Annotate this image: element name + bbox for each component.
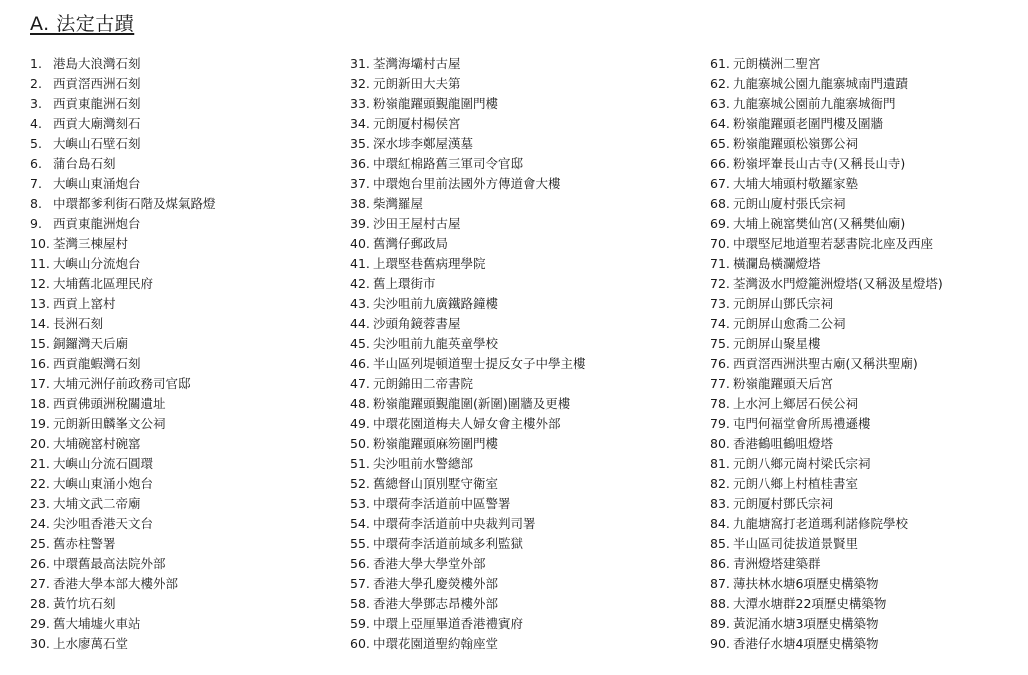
item-name: 深水埗李鄭屋漢墓 (373, 136, 474, 151)
item-name: 元朗屏山鄧氏宗祠 (733, 296, 834, 311)
list-item (30, 334, 330, 354)
item-number: 13. (30, 296, 50, 311)
item-name: 元朗屏山聚星樓 (733, 336, 821, 351)
item-number: 90. (710, 636, 730, 651)
item-number: 50. (350, 436, 370, 451)
item-name: 尖沙咀前水警總部 (373, 456, 474, 471)
list-item (350, 134, 690, 154)
item-number: 34. (350, 116, 370, 131)
item-number: 56. (350, 556, 370, 571)
item-number: 35. (350, 136, 370, 151)
item-name: 九龍寨城公園九龍寨城南門遺蹟 (733, 76, 909, 91)
list-item (350, 154, 690, 174)
list-item (350, 254, 690, 274)
list-item (710, 354, 1020, 374)
item-number: 67. (710, 176, 730, 191)
item-number: 66. (710, 156, 730, 171)
item-name: 銅鑼灣天后廟 (53, 336, 129, 351)
list-item (710, 414, 1020, 434)
list-item (350, 114, 690, 134)
item-name: 元朗橫洲二聖宮 (733, 56, 821, 71)
item-number: 4. (30, 116, 42, 131)
item-name: 大嶼山石壁石刻 (53, 136, 141, 151)
item-name: 西貢大廟灣刻石 (53, 116, 141, 131)
list-item (710, 494, 1020, 514)
list-item (30, 454, 330, 474)
item-number: 37. (350, 176, 370, 191)
item-name: 大嶼山分流炮台 (53, 256, 141, 271)
item-name: 大嶼山東涌小炮台 (53, 476, 154, 491)
item-number: 58. (350, 596, 370, 611)
item-name: 長洲石刻 (53, 316, 104, 331)
list-item (710, 474, 1020, 494)
item-name: 粉嶺龍躍頭松嶺鄧公祠 (733, 136, 859, 151)
item-number: 41. (350, 256, 370, 271)
monument-list-column-2 (350, 54, 690, 654)
item-name: 香港鶴咀鶴咀燈塔 (733, 436, 834, 451)
item-name: 上水廖萬石堂 (53, 636, 129, 651)
item-number: 81. (710, 456, 730, 471)
list-item (710, 394, 1020, 414)
list-item (30, 194, 330, 214)
list-item (350, 494, 690, 514)
list-item (350, 234, 690, 254)
item-number: 5. (30, 136, 42, 151)
list-item (350, 354, 690, 374)
item-name: 粉嶺龍躍頭麻笏圍門樓 (373, 436, 499, 451)
item-name: 西貢佛頭洲稅關遺址 (53, 396, 166, 411)
item-number: 76. (710, 356, 730, 371)
item-number: 62. (710, 76, 730, 91)
list-item (350, 434, 690, 454)
list-item (30, 154, 330, 174)
item-number: 15. (30, 336, 50, 351)
item-name: 粉嶺龍躍頭天后宮 (733, 376, 834, 391)
item-name: 西貢龍蝦灣石刻 (53, 356, 141, 371)
list-item (30, 54, 330, 74)
item-name: 荃灣汲水門燈籠洲燈塔(又稱汲星燈塔) (733, 276, 943, 291)
list-item (30, 434, 330, 454)
item-number: 40. (350, 236, 370, 251)
item-number: 86. (710, 556, 730, 571)
item-number: 26. (30, 556, 50, 571)
item-number: 24. (30, 516, 50, 531)
item-name: 粉嶺龍躍頭覲龍圍(新圍)圍牆及更樓 (373, 396, 571, 411)
list-item (30, 634, 330, 654)
list-item (30, 534, 330, 554)
list-item (30, 494, 330, 514)
item-number: 63. (710, 96, 730, 111)
item-name: 中環花園道梅夫人婦女會主樓外部 (373, 416, 561, 431)
item-name: 大埔碗窰村碗窰 (53, 436, 141, 451)
item-number: 54. (350, 516, 370, 531)
item-name: 大潭水塘群22項歷史構築物 (733, 596, 887, 611)
list-item (350, 334, 690, 354)
item-number: 82. (710, 476, 730, 491)
item-number: 25. (30, 536, 50, 551)
item-number: 31. (350, 56, 370, 71)
item-number: 20. (30, 436, 50, 451)
list-item (30, 514, 330, 534)
item-name: 西貢滘西洲石刻 (53, 76, 141, 91)
item-number: 10. (30, 236, 50, 251)
item-number: 87. (710, 576, 730, 591)
list-item (30, 554, 330, 574)
item-number: 78. (710, 396, 730, 411)
item-number: 16. (30, 356, 50, 371)
item-number: 32. (350, 76, 370, 91)
item-number: 23. (30, 496, 50, 511)
item-name: 香港仔水塘4項歷史構築物 (733, 636, 879, 651)
item-name: 大埔大埔頭村敬羅家塾 (733, 176, 859, 191)
list-item (710, 274, 1020, 294)
item-number: 7. (30, 176, 42, 191)
item-number: 74. (710, 316, 730, 331)
list-item (710, 254, 1020, 274)
list-item (710, 214, 1020, 234)
list-item (710, 634, 1020, 654)
list-item (30, 574, 330, 594)
list-item (350, 474, 690, 494)
item-name: 半山區司徒拔道景賢里 (733, 536, 859, 551)
item-number: 84. (710, 516, 730, 531)
item-name: 黃竹坑石刻 (53, 596, 116, 611)
list-item (350, 94, 690, 114)
item-name: 元朗新田大夫第 (373, 76, 461, 91)
list-item (350, 174, 690, 194)
item-name: 沙頭角鏡蓉書屋 (373, 316, 461, 331)
item-number: 47. (350, 376, 370, 391)
item-name: 中環炮台里前法國外方傳道會大樓 (373, 176, 561, 191)
item-number: 22. (30, 476, 50, 491)
item-name: 屯門何福堂會所馬禮遜樓 (733, 416, 871, 431)
item-name: 中環荷李活道前中央裁判司署 (373, 516, 536, 531)
item-name: 元朗八鄉上村植桂書室 (733, 476, 859, 491)
list-item (710, 94, 1020, 114)
list-item (30, 214, 330, 234)
item-number: 64. (710, 116, 730, 131)
list-item (350, 74, 690, 94)
item-number: 39. (350, 216, 370, 231)
item-name: 大埔舊北區理民府 (53, 276, 154, 291)
item-number: 14. (30, 316, 50, 331)
item-number: 27. (30, 576, 50, 591)
item-name: 中環紅棉路舊三軍司令官邸 (373, 156, 524, 171)
item-number: 57. (350, 576, 370, 591)
item-name: 橫瀾島橫瀾燈塔 (733, 256, 821, 271)
list-item (350, 194, 690, 214)
item-number: 75. (710, 336, 730, 351)
item-number: 51. (350, 456, 370, 471)
list-item (30, 474, 330, 494)
list-item (710, 314, 1020, 334)
item-number: 12. (30, 276, 50, 291)
item-name: 香港大學本部大樓外部 (53, 576, 179, 591)
item-name: 薄扶林水塘6項歷史構築物 (733, 576, 879, 591)
item-name: 半山區列堤頓道聖士提反女子中學主樓 (373, 356, 586, 371)
item-number: 28. (30, 596, 50, 611)
list-item (350, 314, 690, 334)
item-name: 中環堅尼地道聖若瑟書院北座及西座 (733, 236, 934, 251)
list-item (350, 374, 690, 394)
item-number: 8. (30, 196, 42, 211)
item-number: 30. (30, 636, 50, 651)
list-item (350, 554, 690, 574)
list-item (30, 314, 330, 334)
item-number: 29. (30, 616, 50, 631)
item-name: 青洲燈塔建築群 (733, 556, 821, 571)
item-name: 元朗山廈村張氏宗祠 (733, 196, 846, 211)
list-item (350, 274, 690, 294)
item-number: 55. (350, 536, 370, 551)
list-item (30, 74, 330, 94)
item-number: 68. (710, 196, 730, 211)
item-number: 79. (710, 416, 730, 431)
item-number: 60. (350, 636, 370, 651)
item-name: 香港大學鄧志昂樓外部 (373, 596, 499, 611)
item-name: 中環荷李活道前域多利監獄 (373, 536, 524, 551)
item-name: 上水河上鄉居石侯公祠 (733, 396, 859, 411)
item-name: 粉嶺龍躍頭覲龍圍門樓 (373, 96, 499, 111)
item-name: 大埔元洲仔前政務司官邸 (53, 376, 191, 391)
item-number: 52. (350, 476, 370, 491)
list-item (350, 514, 690, 534)
item-number: 89. (710, 616, 730, 631)
item-number: 88. (710, 596, 730, 611)
list-item (350, 414, 690, 434)
item-name: 港島大浪灣石刻 (53, 56, 141, 71)
list-item (350, 394, 690, 414)
list-item (710, 454, 1020, 474)
item-number: 45. (350, 336, 370, 351)
item-name: 粉嶺坪輋長山古寺(又稱長山寺) (733, 156, 906, 171)
item-number: 11. (30, 256, 50, 271)
item-name: 尖沙咀前九廣鐵路鐘樓 (373, 296, 499, 311)
list-item (710, 594, 1020, 614)
item-name: 西貢滘西洲洪聖古廟(又稱洪聖廟) (733, 356, 918, 371)
item-number: 70. (710, 236, 730, 251)
item-number: 73. (710, 296, 730, 311)
list-item (350, 634, 690, 654)
list-item (710, 134, 1020, 154)
item-number: 38. (350, 196, 370, 211)
list-item (30, 354, 330, 374)
item-name: 中環都爹利街石階及煤氣路燈 (53, 196, 216, 211)
list-item (710, 154, 1020, 174)
item-number: 43. (350, 296, 370, 311)
item-name: 大埔上碗窰樊仙宮(又稱樊仙廟) (733, 216, 906, 231)
item-number: 80. (710, 436, 730, 451)
item-number: 59. (350, 616, 370, 631)
list-item (30, 374, 330, 394)
list-item (350, 454, 690, 474)
monument-list-column-1 (30, 54, 330, 654)
item-number: 9. (30, 216, 42, 231)
item-name: 尖沙咀香港天文台 (53, 516, 154, 531)
item-name: 元朗厦村楊侯宮 (373, 116, 461, 131)
item-number: 71. (710, 256, 730, 271)
item-number: 61. (710, 56, 730, 71)
item-name: 西貢東龍洲炮台 (53, 216, 141, 231)
list-item (710, 434, 1020, 454)
item-number: 19. (30, 416, 50, 431)
item-number: 21. (30, 456, 50, 471)
list-item (710, 534, 1020, 554)
list-item (30, 234, 330, 254)
item-number: 85. (710, 536, 730, 551)
list-item (30, 394, 330, 414)
list-item (30, 294, 330, 314)
item-number: 2. (30, 76, 42, 91)
list-item (30, 94, 330, 114)
list-item (30, 414, 330, 434)
item-name: 粉嶺龍躍頭老圍門樓及圍牆 (733, 116, 884, 131)
item-name: 舊赤柱警署 (53, 536, 116, 551)
item-name: 舊上環街市 (373, 276, 436, 291)
list-item (350, 594, 690, 614)
item-name: 大嶼山分流石圓環 (53, 456, 154, 471)
item-name: 元朗新田麟峯文公祠 (53, 416, 166, 431)
list-item (710, 194, 1020, 214)
list-item (30, 594, 330, 614)
item-number: 33. (350, 96, 370, 111)
list-item (710, 174, 1020, 194)
list-item (30, 114, 330, 134)
item-name: 大埔文武二帝廟 (53, 496, 141, 511)
item-number: 3. (30, 96, 42, 111)
item-name: 沙田王屋村古屋 (373, 216, 461, 231)
list-item (710, 614, 1020, 634)
list-item (710, 234, 1020, 254)
item-number: 1. (30, 56, 42, 71)
item-name: 中環舊最高法院外部 (53, 556, 166, 571)
item-number: 49. (350, 416, 370, 431)
item-number: 6. (30, 156, 42, 171)
item-name: 黃泥涌水塘3項歷史構築物 (733, 616, 879, 631)
item-name: 香港大學大學堂外部 (373, 556, 486, 571)
list-item (30, 174, 330, 194)
list-item (350, 534, 690, 554)
item-name: 西貢上窰村 (53, 296, 116, 311)
item-number: 36. (350, 156, 370, 171)
list-item (710, 74, 1020, 94)
list-item (350, 614, 690, 634)
list-item (30, 254, 330, 274)
item-name: 舊灣仔郵政局 (373, 236, 449, 251)
item-number: 42. (350, 276, 370, 291)
item-name: 大嶼山東涌炮台 (53, 176, 141, 191)
item-name: 元朗錦田二帝書院 (373, 376, 474, 391)
item-name: 中環荷李活道前中區警署 (373, 496, 511, 511)
item-name: 荃灣三棟屋村 (53, 236, 129, 251)
list-item (30, 614, 330, 634)
list-item (30, 134, 330, 154)
list-item (350, 54, 690, 74)
list-item (710, 574, 1020, 594)
list-item (710, 514, 1020, 534)
item-name: 中環上亞厘畢道香港禮賓府 (373, 616, 524, 631)
item-name: 元朗屏山愈喬二公祠 (733, 316, 846, 331)
list-item (710, 114, 1020, 134)
item-name: 舊大埔墟火車站 (53, 616, 141, 631)
item-name: 荃灣海壩村古屋 (373, 56, 461, 71)
list-item (30, 274, 330, 294)
item-number: 65. (710, 136, 730, 151)
item-name: 西貢東龍洲石刻 (53, 96, 141, 111)
item-name: 蒲台島石刻 (53, 156, 116, 171)
list-item (350, 214, 690, 234)
monument-list-column-3 (710, 54, 1020, 654)
item-number: 77. (710, 376, 730, 391)
item-name: 九龍塘窩打老道瑪利諾修院學校 (733, 516, 909, 531)
list-item (350, 294, 690, 314)
item-number: 48. (350, 396, 370, 411)
list-item (710, 374, 1020, 394)
item-name: 中環花園道聖約翰座堂 (373, 636, 499, 651)
item-number: 18. (30, 396, 50, 411)
list-item (710, 554, 1020, 574)
list-item (710, 54, 1020, 74)
item-name: 元朗厦村鄧氏宗祠 (733, 496, 834, 511)
item-name: 香港大學孔慶熒樓外部 (373, 576, 499, 591)
item-number: 53. (350, 496, 370, 511)
item-name: 舊總督山頂別墅守衛室 (373, 476, 499, 491)
item-name: 上環堅巷舊病理學院 (373, 256, 486, 271)
item-number: 46. (350, 356, 370, 371)
item-number: 83. (710, 496, 730, 511)
item-name: 柴灣羅屋 (373, 196, 424, 211)
item-number: 69. (710, 216, 730, 231)
item-name: 尖沙咀前九龍英童學校 (373, 336, 499, 351)
item-number: 72. (710, 276, 730, 291)
list-item (710, 294, 1020, 314)
item-number: 44. (350, 316, 370, 331)
item-name: 九龍寨城公園前九龍寨城衙門 (733, 96, 896, 111)
list-item (710, 334, 1020, 354)
list-item (350, 574, 690, 594)
item-number: 17. (30, 376, 50, 391)
page-title: A. 法定古蹟 (30, 13, 135, 35)
item-name: 元朗八鄉元崗村梁氏宗祠 (733, 456, 871, 471)
